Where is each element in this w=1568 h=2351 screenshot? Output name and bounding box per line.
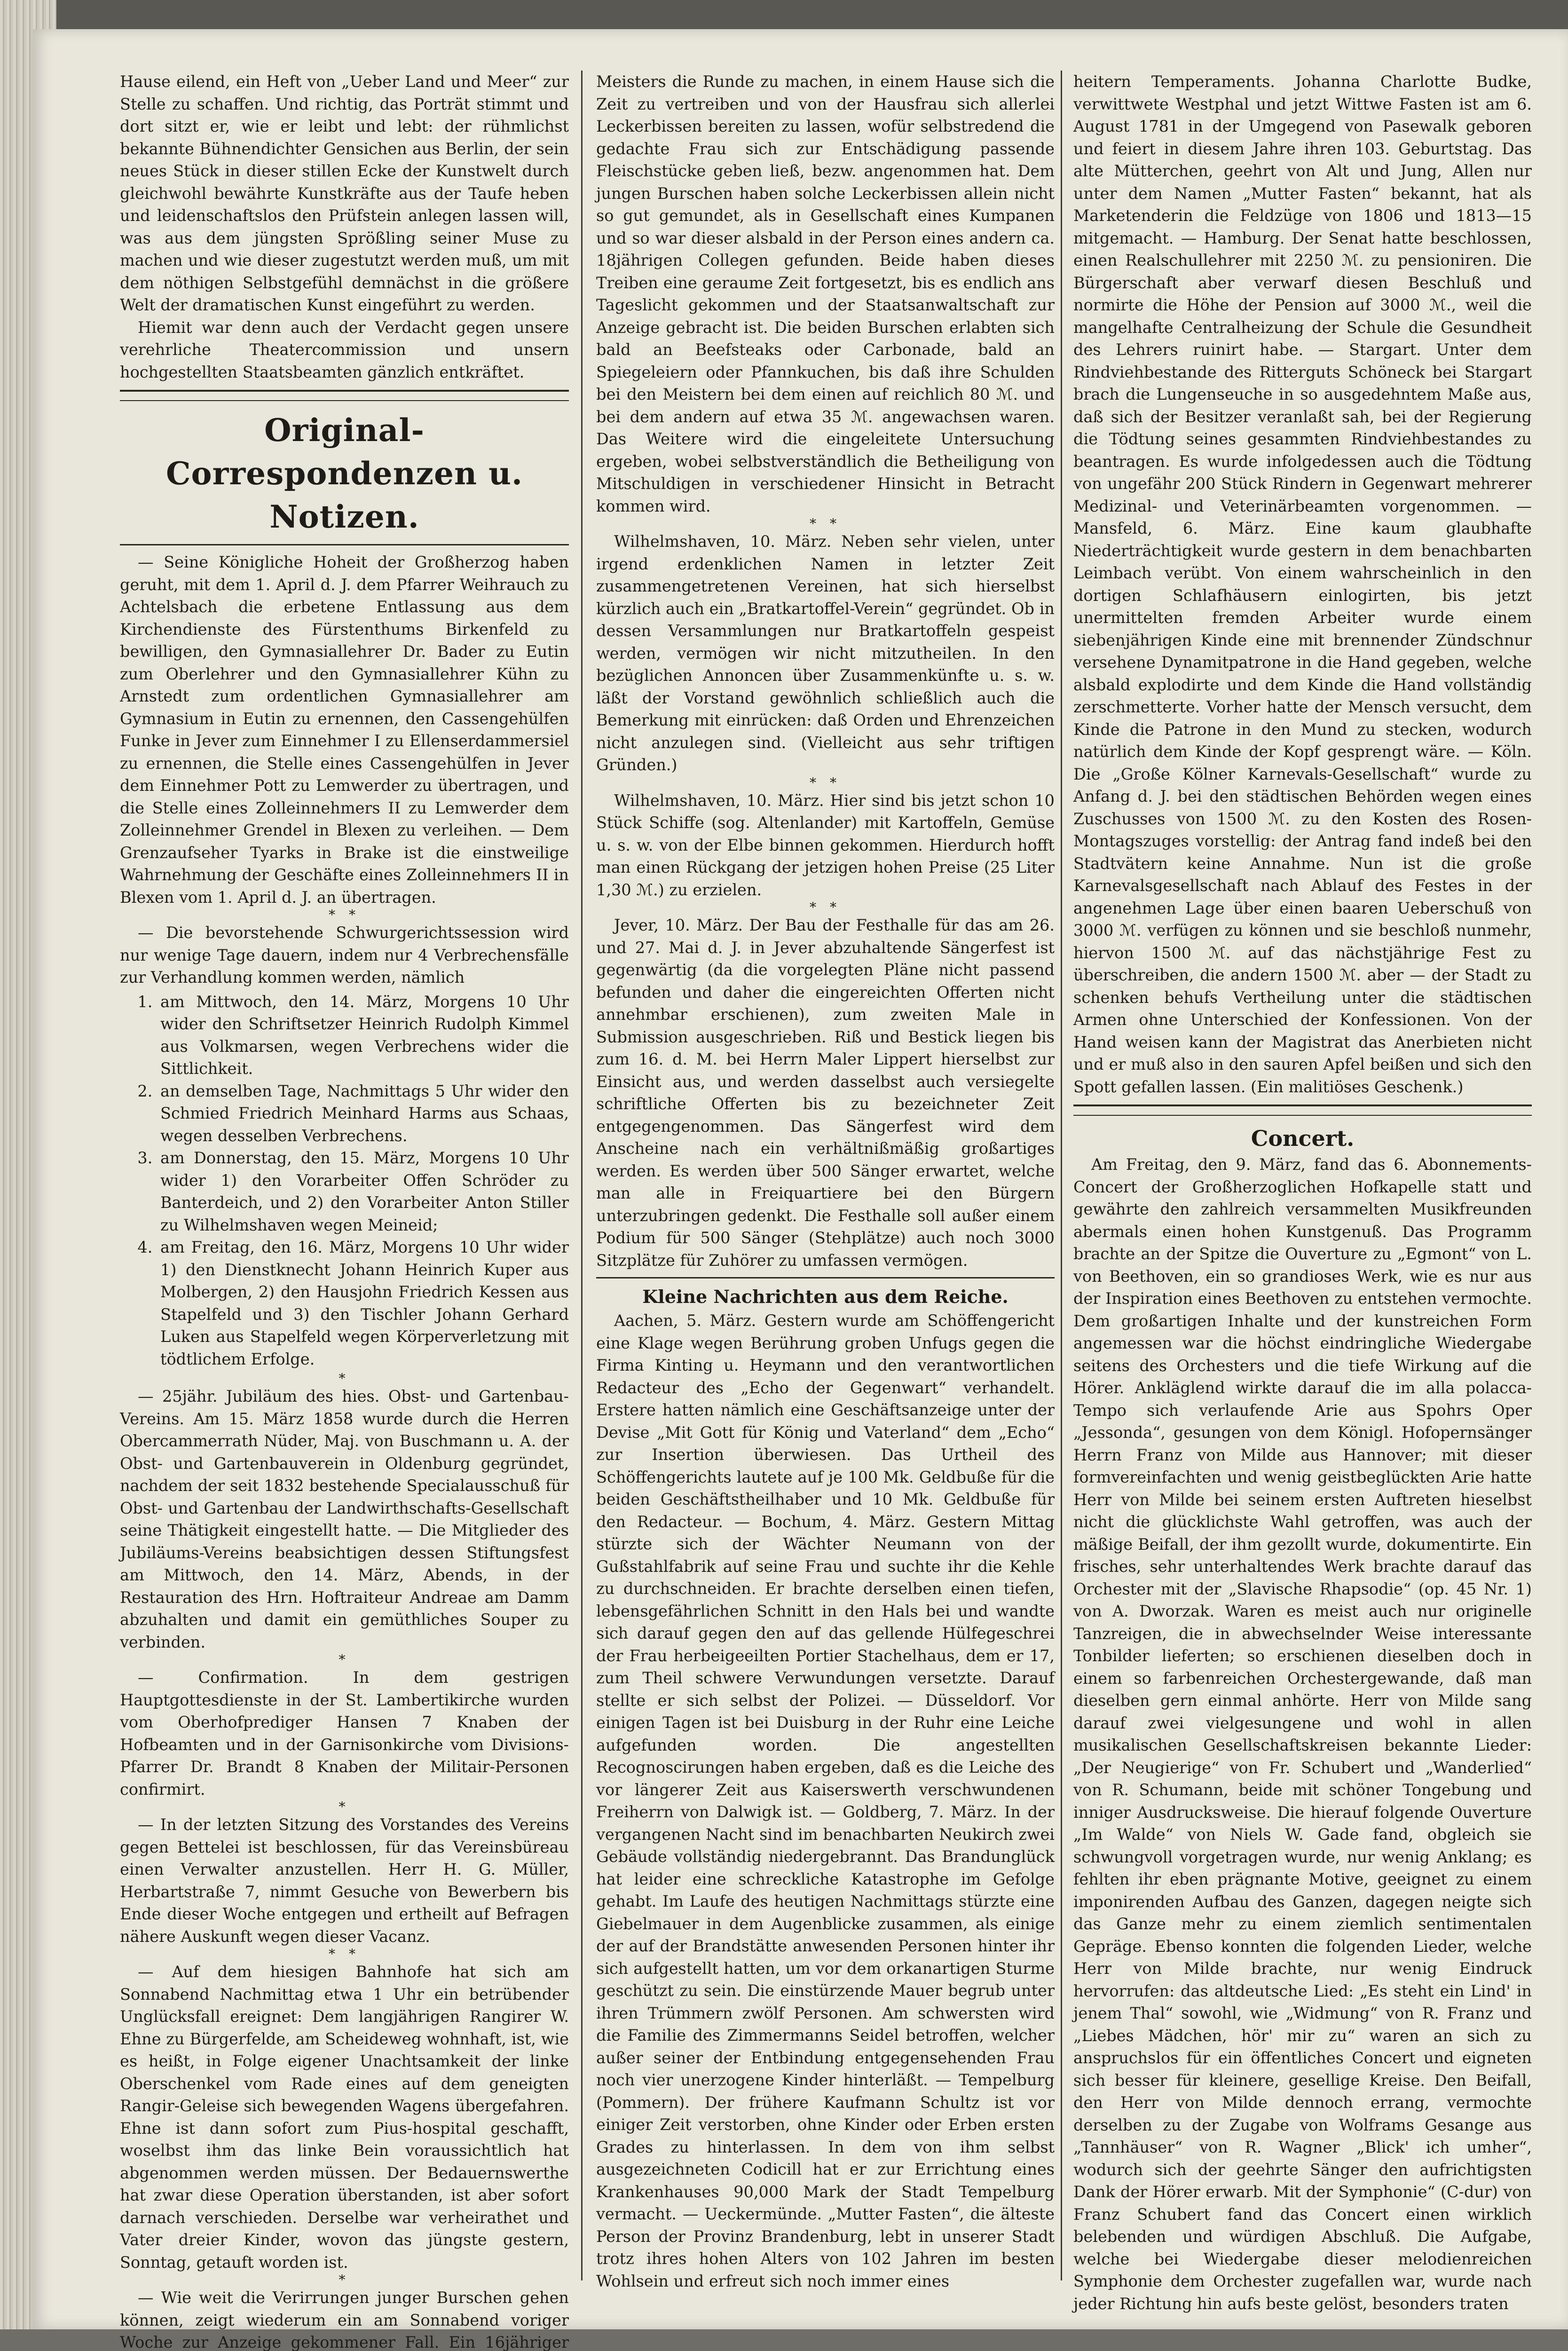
- concert-heading: Concert.: [1251, 1126, 1355, 1151]
- separator-asterisks: * *: [329, 907, 360, 923]
- notice-verirrungen: — Wie weit die Verirrungen junger Burschen gehen können, zeigt wiederum ein am Sonnabend voriger Woche zur Anzeige gekommener Fall. Ein 16jähriger: [120, 2288, 569, 2351]
- court-case-list: [120, 991, 569, 1371]
- notice-verirrungen-continued: Meisters die Runde zu machen, in einem Hause sich die Zeit zu vertreiben und von der Hausfrau sich allerlei Leckerbissen bereiten zu lassen, wofür selbstredend die gedachte Frau sich zur Entschädigung passende Fleischstücke geben ließ, bezw. angenommen hat. Dem jungen Burschen haben solche Leckerbissen allein nicht so gut gemundet, als in Gesellschaft eines Kumpanen und so war dieser alsbald in der Person eines andern ca. 18jährigen Collegen gefunden. Beide haben dieses Treiben eine geraume Zeit fortgesetzt, bis es endlich ans Tageslicht gekommen und der Staatsanwaltschaft zur Anzeige gebracht ist. Die beiden Burschen erlabten sich bald an Beefsteaks oder Carbonade, bald an Spiegeleiern oder Pfannkuchen, bis daß ihre Schulden bei den Meistern bei dem einen auf reichlich 80 ℳ. und bei dem andern auf etwa 35 ℳ. angewachsen waren. Das Weitere wird die eingeleitete Untersuchung ergeben, wobei selbstverständlich die Betheiligung von Mitschuldigen in verschiedener Hinsicht in Betracht kommen wird.: [596, 72, 1055, 515]
- court-case-item: 1. am Mittwoch, den 14. März, Morgens 10 Uhr wider den Schriftsetzer Heinrich Rudolph Kimmel aus Volkmarsen, wegen Verbrechens wider die Sittlichkeit.: [158, 991, 569, 1080]
- reich-news: Aachen, 5. März. Gestern wurde am Schöffengericht eine Klage wegen Berührung groben Unfugs gegen die Firma Kinting u. Heymann und den verantwortlichen Redacteur des „Echo der Gegenwart“ verhandelt. Erstere hatten nämlich eine Geschäftsanzeige unter der Devise „Mit Gott für König und Vaterland“ dem „Echo“ zur Insertion überwiesen. Das Urtheil des Schöffengerichts lautete auf je 100 Mk. Geldbuße für die beiden Geschäftstheilhaber und 10 Mk. Geldbuße für den Redacteur. — Bochum, 4. März. Gestern Mittag stürzte sich der Wächter Neumann von der Gußstahlfabrik auf seine Frau und suchte ihr die Kehle zu durchschneiden. Er brachte derselben einen tiefen, lebensgefährlichen Schnitt in den Hals bei und wandte sich darauf gegen den auf das gellende Hülfegeschrei der Frau herbeigeeilten Portier Stachelhaus, dem er 17, zum Theil schwere Verwundungen versetzte. Darauf stellte er sich selbst der Polizei. — Düsseldorf. Vor einigen Tagen ist bei Duisburg in der Ruhr eine Leiche aufgefunden worden. Die angestellten Recognoscirungen haben ergeben, daß es die Leiche des vor längerer Zeit aus Kaiserswerth verschwundenen Freiherrn von Dalwigk ist. — Goldberg, 7. März. In der vergangenen Nacht sind im benachbarten Neukirch zwei Gebäude vollständig niedergebrannt. Das Brandunglück hat leider eine schreckliche Katastrophe im Gefolge gehabt. Im Laufe des heutigen Nachmittags stürzte eine Giebelmauer in dem Augenblicke zusammen, als einige der auf der Brandstätte anwesenden Personen hinter ihr sich aufgestellt hatten, um vor dem orkanartigen Sturme geschützt zu sein. Die einstürzende Mauer begrub unter ihren Trümmern zwölf Personen. Am schwersten wird die Familie des Zimmermanns Seidel betroffen, welcher außer seiner der Entbindung entgegensehenden Frau noch vier unerzogene Kinder hinterläßt. — Tempelburg (Pommern). Der frühere Kaufmann Schultz ist vor einiger Zeit verstorben, ohne Kinder oder Erben ersten Grades zu hinterlassen. In dem von ihm selbst ausgezeichneten Codicill hat er zur Errichtung eines Krankenhauses 90,000 Mark der Stadt Tempelburg vermacht. — Ueckermünde. „Mutter Fasten“, die älteste Person der Provinz Brandenburg, lebt in unserer Stadt trotz ihres hohen Alters von 102 Jahren im besten Wohlsein und erfreut sich noch immer eines: [596, 1311, 1055, 2290]
- separator-asterisks: *: [339, 1652, 350, 1667]
- title-rule: [120, 544, 569, 545]
- notice-grossherzog: — Seine Königliche Hoheit der Großherzog haben geruht, mit dem 1. April d. J. dem Pfarrer Weihrauch zu Achtelsbach die erbetene Entlassung aus dem Kirchendienste des Fürstenthums Birkenfeld zu bewilligen, den Gymnasiallehrer Dr. Bader zu Eutin zum Oberlehrer und den Gymnasiallehrer Kühn zu Arnstedt zum ordentlichen Gymnasiallehrer am Gymnasium in Eutin zu ernennen, den Cassengehülfen Funke in Jever zum Einnehmer I zu Ellenserdammersiel zu ernennen, die Stelle eines Cassengehülfen in Jever dem Einnehmer Pott zu Lemwerder zu übertragen, und die Stelle eines Zolleinnehmers II zu Lemwerder dem Zolleinnehmer Grendel in Blexen zu verleihen. — Dem Grenzaufseher Tyarks in Brake ist die einstweilige Wahrnehmung der Geschäfte eines Zolleinnehmers II in Blexen vom 1. April d. J. an übertragen.: [120, 553, 569, 907]
- notice-bettelei: — In der letzten Sitzung des Vorstandes des Vereins gegen Bettelei ist beschlossen, für das Vereinsbüreau einen Verwalter anzustellen. Herr H. G. Müller, Herbartstraße 7, nimmt Gesuche von Bewerbern bis Ende dieser Woche entgegen und ertheilt auf Befragen nähere Auskunft wegen dieser Vacanz.: [120, 1815, 569, 1946]
- column-1: [120, 71, 569, 2351]
- notice-jever: Jever, 10. März. Der Bau der Festhalle für das am 26. und 27. Mai d. J. in Jever abzuhaltende Sängerfest ist gegenwärtig (da die vorgelegten Pläne nicht passend befunden und daher die eingereichten Offerten nicht annehmbar erschienen), zum zweiten Male in Submission ausgeschrieben. Riß und Bestick liegen bis zum 16. d. M. bei Herrn Maler Lippert hierselbst zur Einsicht aus, und werden dasselbst auch versiegelte schriftliche Offerten bis zu bezeichneter Zeit entgegengenommen. Das Sängerfest wird dem Anscheine nach ein verhältnißmäßig großartiges werden. Es werden über 500 Sänger erwartet, welche man alle in Freiquartiere bei den Bürgern unterzubringen gedenkt. Die Festhalle soll außer einem Podium für 500 Sänger (Stehplätze) auch noch 3000 Sitzplätze für Zuhörer zu umfassen vermögen.: [596, 916, 1055, 1270]
- reich-news-continued: heitern Temperaments. Johanna Charlotte Budke, verwittwete Westphal und jetzt Wittwe Fasten ist am 6. August 1781 in der Umgegend von Pasewalk geboren und feiert in diesem Jahre ihren 103. Geburtstag. Das alte Mütterchen, geehrt von Alt und Jung, Allen nur unter dem Namen „Mutter Fasten“ bekannt, hat als Marketenderin die Feldzüge von 1806 und 1813—15 mitgemacht. — Hamburg. Der Senat hatte beschlossen, einen Realschullehrer mit 2250 ℳ. zu pensioniren. Die Bürgerschaft aber verwarf diesen Beschluß und normirte die Höhe der Pension auf 3000 ℳ., weil die mangelhafte Centralheizung der Schule die Gesundheit des Lehrers ruinirt habe. — Stargart. Unter dem Rindviehbestande des Ritterguts Schöneck bei Stargart brach die Lungenseuche in so ausgedehntem Maße aus, daß sich der Besitzer veranlaßt sah, bei der Regierung die Tödtung seines gesammten Rindviehbestandes zu beantragen. Es wurde infolgedessen auch die Tödtung von ungefähr 200 Stück Rindern in Gegenwart mehrerer Medizinal- und Veterinärbeamten vorgenommen. — Mansfeld, 6. März. Eine kaum glaubhafte Niederträchtigkeit wurde gestern in dem benachbarten Leimbach verübt. Von einem wahrscheinlich in den dortigen Schlafhäusern einlogirten, bis jetzt unermittelten fremden Arbeiter wurde einem siebenjährigen Kinde eine mit brennender Zündschnur versehene Dynamitpatrone in die Hand gegeben, welche alsbald explodirte und dem Kinde die Hand vollständig zerschmetterte. Vorher hatte der Mensch versucht, dem Kinde die Patrone in den Mund zu stecken, wodurch natürlich dem Kinde der Kopf gesprengt wäre. — Köln. Die „Große Kölner Karnevals-Gesellschaft“ wurde zu Anfang d. J. bei den städtischen Behörden wegen eines Zuschusses von 1500 ℳ. zu den Kosten des Rosen-Montagszuges vorstellig: der Antrag fand indeß bei den Stadtvätern keine Annahme. Nun ist die große Karnevalsgesellschaft nach Ablauf des Festes in der angenehmen Lage über einen baaren Ueberschuß von 3000 ℳ. verfügen zu können und sie beschloß nunmehr, hiervon 1500 ℳ. auf das nächstjährige Fest zu überschreiben, die andern 1500 ℳ. aber — der Stadt zu schenken behufs Vertheilung unter die städtischen Armen ohne Unterschied der Konfessionen. Von der Hand weisen kann der Magistrat das Anerbieten nicht und er muß also in den sauren Apfel beißen und sich den Spott gefallen lassen. (Ein malitiöses Geschenk.): [1073, 72, 1532, 1096]
- column-rule-2: [1061, 71, 1062, 2280]
- court-case-item: 2. an demselben Tage, Nachmittags 5 Uhr wider den Schmied Friedrich Meinhard Harms aus Schaas, wegen desselben Verbrechens.: [158, 1080, 569, 1147]
- separator-asterisks: * *: [810, 899, 841, 915]
- section-rule: [596, 1277, 1055, 1278]
- notice-wilhelmshaven-2: Wilhelmshaven, 10. März. Hier sind bis jetzt schon 10 Stück Schiffe (sog. Altenlander) mit Kartoffeln, Gemüse u. s. w. von der Elbe binnen gekommen. Hierdurch hofft man einen Rückgang der jetzigen hohen Preise (25 Liter 1,30 ℳ.) zu erzielen.: [596, 791, 1055, 899]
- notice-schwurgericht: — Die bevorstehende Schwurgerichtssession wird nur wenige Tage dauern, indem nur 4 Verbrechensfälle zur Verhandlung kommen werden, nämlich: [120, 923, 569, 986]
- separator-asterisks: *: [339, 1799, 350, 1815]
- notice-confirmation: — Confirmation. In dem gestrigen Hauptgottesdienste in der St. Lambertikirche wurden vom Oberhofprediger Hansen 7 Knaben der Hofbeamten und in der Garnisonkirche vom Divisions-Pfarrer Dr. Brandt 8 Knaben der Militair-Personen confirmirt.: [120, 1668, 569, 1799]
- subsection-heading: Kleine Nachrichten aus dem Reiche.: [642, 1286, 1009, 1307]
- separator-asterisks: *: [339, 2272, 350, 2288]
- separator-asterisks: * *: [329, 1946, 360, 1962]
- scan-top-border: [0, 0, 1568, 29]
- section-divider: [1073, 1104, 1532, 1116]
- section-divider: [120, 390, 569, 401]
- column-2: [596, 71, 1055, 2304]
- separator-asterisks: * *: [810, 774, 841, 790]
- column-3: [1073, 71, 1532, 2313]
- article-intro-continued: Hause eilend, ein Heft von „Ueber Land und Meer“ zur Stelle zu schaffen. Und richtig, das Porträt stimmt und dort sitzt er, wie er leibt und lebt: der rühmlichst bekannte Bühnendichter Gensichen aus Berlin, der sein neues Stück in dieser stillen Ecke der Kunstwelt durch gleichwohl bewährte Kunstkräfte aus der Taufe heben und leidenschaftslos den Prüfstein anlegen lassen will, was aus dem jüngsten Sprößling seiner Muse zu machen und wie dieser zugestutzt werden muß, um mit dem nöthigen Selbstgefühl demnächst in die größere Welt der dramatischen Kunst eingeführt zu werden.: [120, 72, 569, 314]
- separator-asterisks: * *: [810, 516, 841, 531]
- separator-asterisks: *: [339, 1371, 350, 1386]
- concert-review: Am Freitag, den 9. März, fand das 6. Abonnements-Concert der Großherzoglichen Hofkapelle statt und gewährte den zahlreich versammelten Musikfreunden abermals einen hohen Kunstgenuß. Das Programm brachte an der Spitze die Ouverture zu „Egmont“ von L. von Beethoven, ein so grandioses Werk, wie es nur aus der Inspiration eines Beethoven zu entstehen vermochte. Dem großartigen Inhalte und der kunstreichen Form angemessen war die höchst eindringliche Wiedergabe seitens des Orchesters und die tiefe Wirkung auf die Hörer. Ankläglend wirkte darauf die im alla polacca-Tempo sich verlaufende Arie aus Spohrs Oper „Jessonda“, gesungen von dem Königl. Hofopernsänger Herrn Franz von Milde aus Hannover; mit dieser formvereinfachten und wenig geistbeglückten Arie hatte Herr von Milde bei seinem ersten Auftreten hieselbst nicht die glücklichste Wahl getroffen, was auch der mäßige Beifall, der ihm gezollt wurde, dokumentirte. Ein frisches, sehr unterhaltendes Werk brachte darauf das Orchester mit der „Slavische Rhapsodie“ (op. 45 Nr. 1) von A. Dworzak. Waren es meist auch nur originelle Tanzreigen, die in abwechselnder Weise interessante Tonbilder lieferten; so erschienen dieselben doch in einem so farbenreichen Orchestergewande, daß man dieselben gern einmal anhörte. Herr von Milde sang darauf zwei vielgesungene und wohl in allen musikalischen Gesellschaftskreisen bekannte Lieder: „Der Neugierige“ von Fr. Schubert und „Wanderlied“ von R. Schumann, beide mit schöner Tongebung und inniger Ausdrucksweise. Die hierauf folgende Ouverture „Im Walde“ von Niels W. Gade fand, obgleich sie schwungvoll vorgetragen wurde, nur wenig Anklang; es fehlten ihr eben prägnante Motive, geeignet zu einem imponirenden Aufbau des Ganzen, dagegen neigte sich das Ganze mehr zu einem ziemlich sentimentalen Gepräge. Ebenso konnten die folgenden Lieder, welche Herr von Milde brachte, nur wenig Eindruck hervorrufen: das altdeutsche Lied: „Es steht ein Lind' in jenem Thal“ sowohl, wie „Widmung“ von R. Franz und „Liebes Mädchen, hör' mir zu“ waren an sich zu anspruchslos für ein öffentliches Concert und eigneten sich besser für kleinere, gesellige Kreise. Den Beifall, den Herr von Milde dennoch errang, vermochte derselben zu der Zugabe von Wolframs Gesange aus „Tannhäuser“ von R. Wagner „Blick' ich umher“, wodurch sich der geehrte Sänger den aufrichtigsten Dank der Hörer erwarb. Mit der Symphonie“ (C-dur) von Franz Schubert fand das Concert einen wirklich belebenden und würdigen Abschluß. Die Aufgabe, welche bei Wiedergabe dieser melodienreichen Symphonie dem Orchester zugefallen war, wurde nach jeder Richtung hin aufs beste gelöst, besonders traten: [1073, 1155, 1532, 2313]
- court-case-item: 3. am Donnerstag, den 15. März, Morgens 10 Uhr wider 1) den Vorarbeiter Offen Schröder zu Banterdeich, und 2) den Vorarbeiter Anton Stiller zu Wilhelmshaven wegen Meineid;: [158, 1147, 569, 1236]
- notice-wilhelmshaven-1: Wilhelmshaven, 10. März. Neben sehr vielen, unter irgend erdenklichen Namen in letzter Zeit zusammengetretenen Vereinen, hat sich hierselbst kürzlich auch ein „Bratkartoffel-Verein“ gegründet. Ob in dessen Versammlungen nur Bratkartoffeln gespeist werden, vermögen wir nicht mitzutheilen. In den bezüglichen Annoncen über Zusammenkünfte u. s. w. läßt der Vorstand gewöhnlich schließlich auch die Bemerkung mit einrücken: daß Orden und Ehrenzeichen nicht anzulegen sind. (Vielleicht aus sehr triftigen Gründen.): [596, 532, 1055, 774]
- notice-jubilaeum: — 25jähr. Jubiläum des hies. Obst- und Gartenbau-Vereins. Am 15. März 1858 wurde durch die Herren Obercammerrath Nüder, Maj. von Buschmann u. A. der Obst- und Gartenbauverein in Oldenburg gegründet, nachdem der seit 1832 bestehende Specialausschuß für Obst- und Gartenbau der Landwirthschafts-Gesellschaft seine Thätigkeit eingestellt hatte. — Die Mitglieder des Jubiläums-Vereins beabsichtigen dessen Stiftungsfest am Mittwoch, den 14. März, Abends, in der Restauration des Hrn. Hoftraiteur Andreae am Damm abzuhalten und damit ein gemüthliches Souper zu verbinden.: [120, 1387, 569, 1651]
- section-title: Original-Correspondenzen u. Notizen.: [166, 412, 523, 535]
- article-intro-end: Hiemit war denn auch der Verdacht gegen unsere verehrliche Theatercommission und unsern hochgestellten Staatsbeamten gänzlich entkräftet.: [120, 318, 569, 381]
- court-case-item: 4. am Freitag, den 16. März, Morgens 10 Uhr wider 1) den Dienstknecht Johann Heinrich Kuper aus Molbergen, 2) den Hausjohn Friedrich Kessen aus Stapelfeld und 3) den Tischler Johann Gerhard Luken aus Stapelfeld wegen Körperverletzung mit tödtlichem Erfolge.: [158, 1236, 569, 1370]
- notice-ungluecksfall: — Auf dem hiesigen Bahnhofe hat sich am Sonnabend Nachmittag etwa 1 Uhr ein betrübender Unglücksfall ereignet: Dem langjährigen Rangirer W. Ehne zu Bürgerfelde, am Scheideweg wohnhaft, ist, wie es heißt, in Folge eigener Unachtsamkeit der linke Oberschenkel vom Rade eines auf dem geneigten Rangir-Geleise sich bewegenden Wagens übergefahren. Ehne ist dann sofort zum Pius-hospital geschafft, woselbst ihm das linke Bein voraussichtlich hat abgenommen werden müssen. Der Bedauernswerthe hat zwar diese Operation überstanden, ist aber sofort darnach verschieden. Derselbe war verheirathet und Vater dreier Kinder, wovon das jüngste gestern, Sonntag, getauft worden ist.: [120, 1963, 569, 2272]
- column-rule-1: [581, 71, 583, 2280]
